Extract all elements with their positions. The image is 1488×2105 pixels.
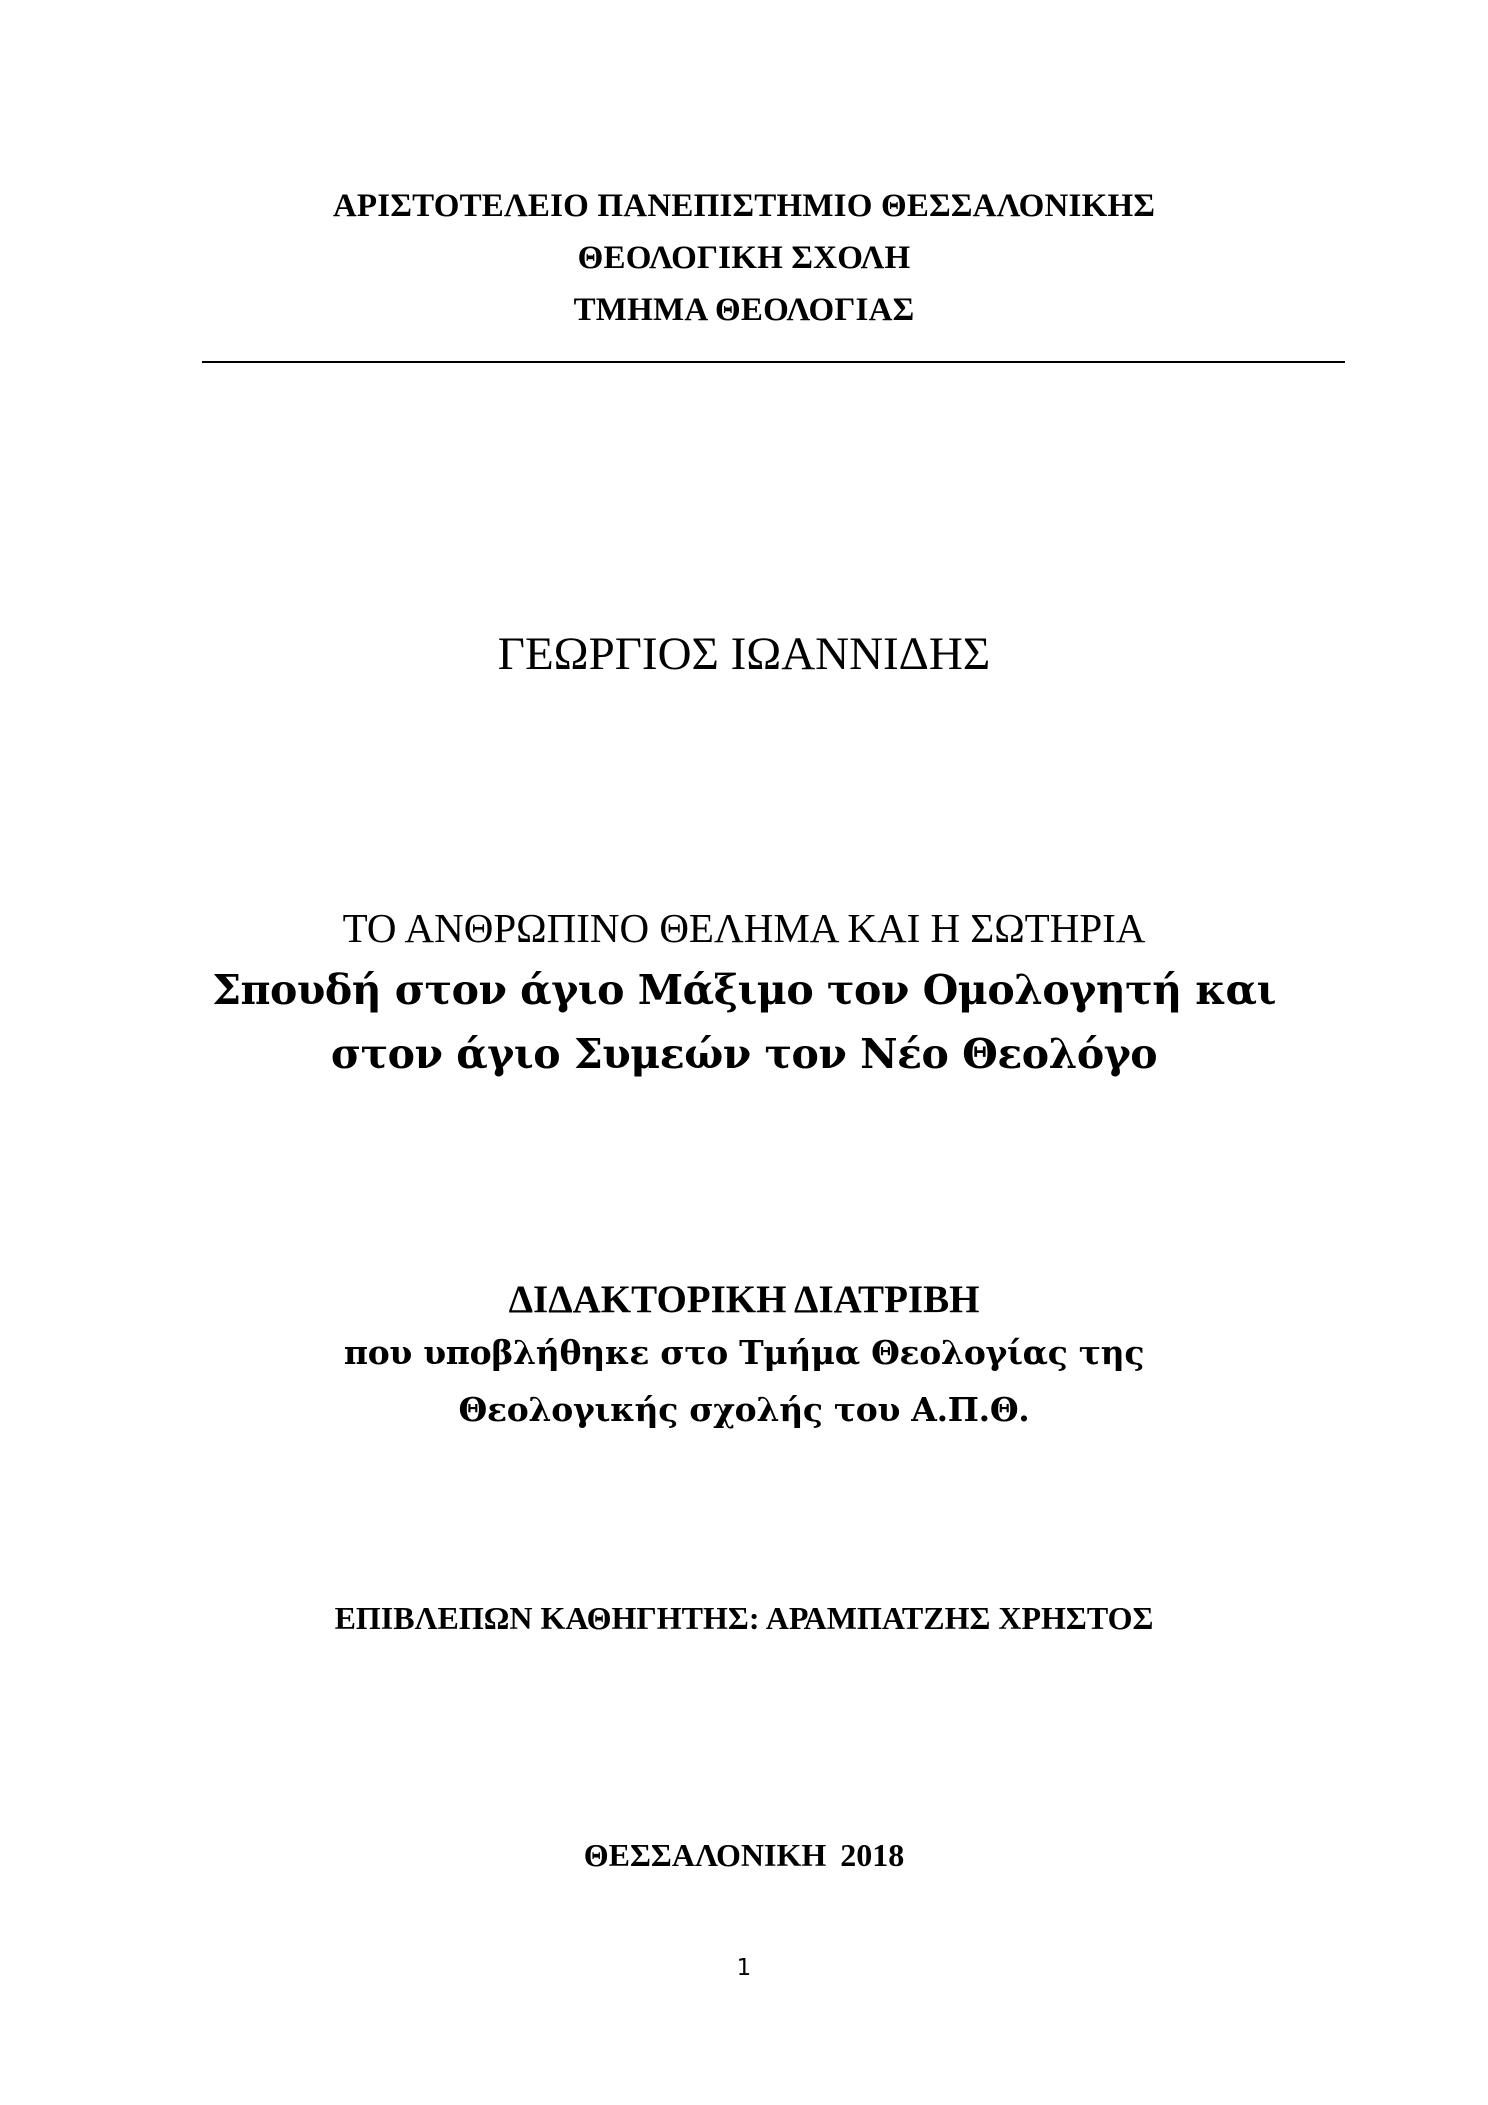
- dissertation-note-line-1: που υποβλήθηκε στο Τμήμα Θεολογίας της: [343, 1333, 1145, 1372]
- place-year: ΘΕΣΣΑΛΟΝΙΚΗ 2018: [583, 1837, 905, 1873]
- university-name: ΑΡΙΣΤΟΤΕΛΕΙΟ ΠΑΝΕΠΙΣΤΗΜΙΟ ΘΕΣΣΑΛΟΝΙΚΗΣ: [332, 188, 1156, 224]
- header-divider: [202, 361, 1345, 363]
- department-name: ΤΜΗΜΑ ΘΕΟΛΟΓΙΑΣ: [573, 292, 915, 328]
- work-subtitle-line-1: Σπουδή στον άγιο Μάξιμο τον Ομολογητή και: [212, 966, 1276, 1014]
- supervisor: ΕΠΙΒΛΕΠΩΝ ΚΑΘΗΓΗΤΗΣ: ΑΡΑΜΠΑΤΖΗΣ ΧΡΗΣΤΟΣ: [334, 1600, 1154, 1636]
- dissertation-label: ΔΙΔΑΚΤΟΡΙΚΗ ΔΙΑΤΡΙΒΗ: [508, 1278, 980, 1321]
- work-title: ΤΟ ΑΝΘΡΩΠΙΝΟ ΘΕΛΗΜΑ ΚΑΙ Η ΣΩΤΗΡΙΑ: [342, 905, 1146, 951]
- dissertation-note-line-2: Θεολογικής σχολής του Α.Π.Θ.: [458, 1390, 1030, 1429]
- work-subtitle-line-2: στον άγιο Συμεών τον Νέο Θεολόγο: [330, 1030, 1158, 1078]
- author-name: ΓΕΩΡΓΙΟΣ ΙΩΑΝΝΙΔΗΣ: [497, 628, 991, 680]
- page-number: 1: [736, 1955, 752, 1981]
- school-name: ΘΕΟΛΟΓΙΚΗ ΣΧΟΛΗ: [577, 240, 911, 276]
